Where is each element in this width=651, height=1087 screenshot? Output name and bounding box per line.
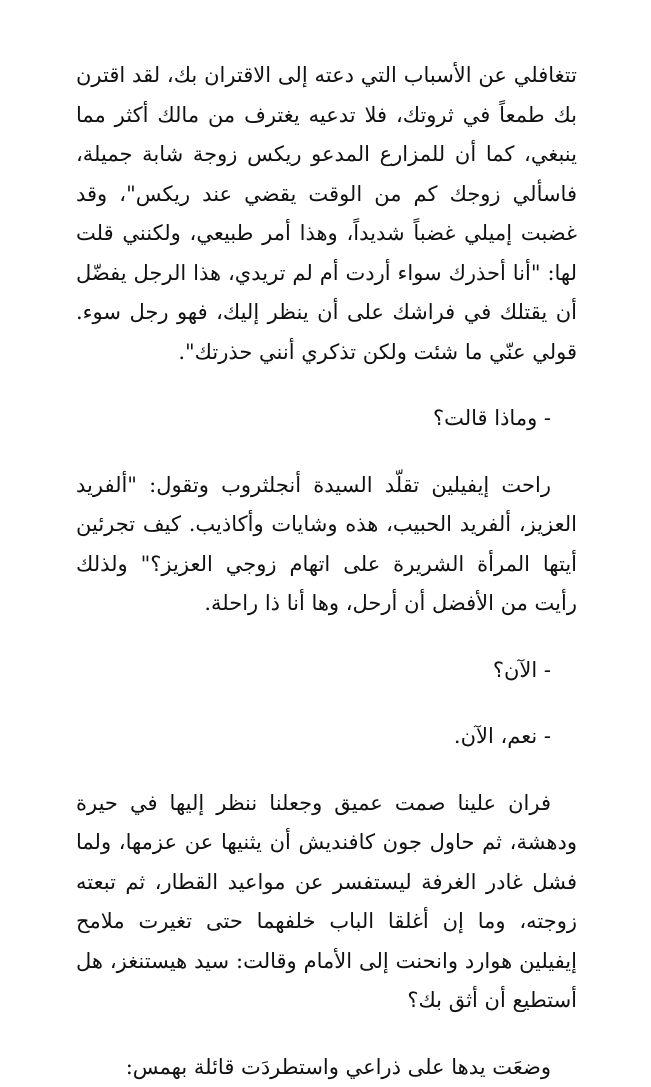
paragraph-gap: [76, 624, 577, 651]
paragraph-warning: تتغافلي عن الأسباب التي دعته إلى الاقتران بك، لقد اقترن بك طمعاً في ثروتك، فلا تدعيه يغترف من مالك أكثر مما ينبغي، كما أن للمزارع المدعو ريكس زوجة شابة جميلة، فاسألي زوجك كم من الوقت يقضي عند ريكس"، وقد غضبت إميلي غضباً شديداً، وهذا أمر طبيعي، ولكنني قلت لها: "أنا أحذرك سواء أردت أم لم تريدي، هذا الرجل يفضّل أن يقتلك في فراشك على أن ينظر إليك، فهو رجل سوء. قولي عنّي ما شئت ولكن تذكري أنني حذرتك".: [76, 56, 577, 372]
paragraph-whisper: وضعَت يدها على ذراعي واستطردَت قائلة بهمس:: [76, 1048, 577, 1087]
paragraph-gap: [76, 690, 577, 717]
paragraph-gap: [76, 757, 577, 784]
dialog-line-now-question: - الآن؟: [76, 651, 577, 691]
paragraph-silence: فران علينا صمت عميق وجعلنا ننظر إليها في حيرة ودهشة، ثم حاول جون كافنديش أن يثنيها عن عزمها، ولما فشل غادر الغرفة ليستفسر عن مواعيد القطار، ثم تبعته زوجته، وما إن أغلقا الباب خلفهما حتى تغيرت ملامح إيفيلين هوارد وانحنت إلى الأمام وقالت: سيد هيستنغز، هل أستطيع أن أثق بك؟: [76, 784, 577, 1021]
dialog-line-yes-now: - نعم، الآن.: [76, 717, 577, 757]
dialog-line-what-did-she-say: - وماذا قالت؟: [76, 399, 577, 439]
paragraph-gap: [76, 372, 577, 399]
paragraph-gap: [76, 1021, 577, 1048]
paragraph-gap: [76, 439, 577, 466]
paragraph-evelyn-imitates: راحت إيفيلين تقلّد السيدة أنجلثروب وتقول: "ألفريد العزيز، ألفريد الحبيب، هذه وشايات وأكاذيب. كيف تجرئين أيتها المرأة الشريرة على اتهام زوجي العزيز؟" ولذلك رأيت من الأفضل أن أرحل، وها أنا ذا راحلة.: [76, 466, 577, 624]
